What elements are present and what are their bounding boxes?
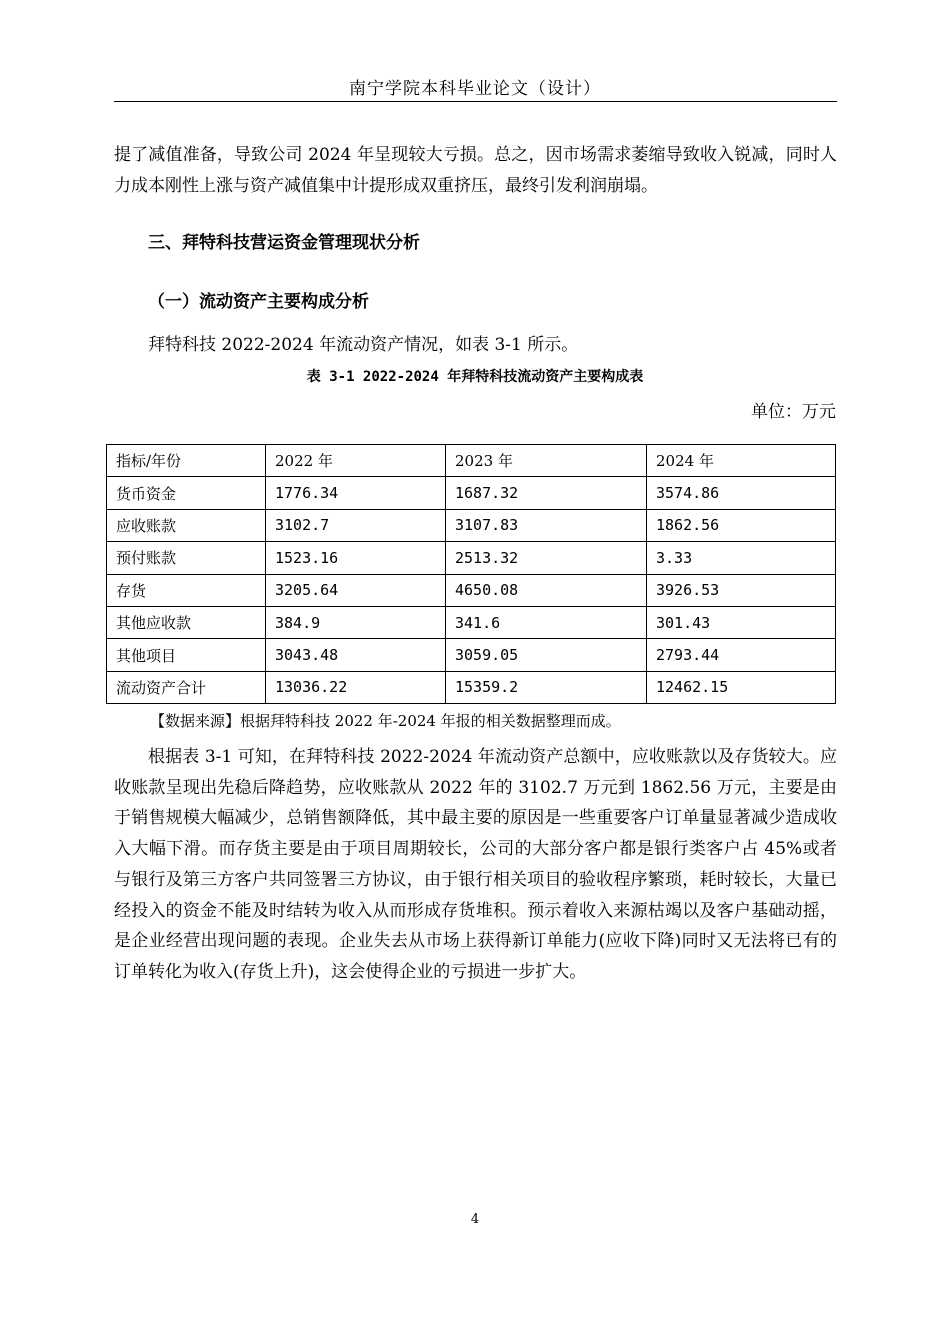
table-cell: 3205.64	[266, 574, 446, 606]
table-cell: 1862.56	[647, 509, 836, 541]
row-label: 流动资产合计	[107, 671, 266, 703]
section-heading: 三、拜特科技营运资金管理现状分析	[148, 233, 420, 253]
table-cell: 341.6	[446, 606, 647, 638]
table-cell: 4650.08	[446, 574, 647, 606]
table-cell: 301.43	[647, 606, 836, 638]
analysis-paragraph: 根据表 3-1 可知，在拜特科技 2022-2024 年流动资产总额中，应收账款以及存货较大。应收账款呈现出先稳后降趋势，应收账款从 2022 年的 3102.7 万元到 1862.56 万元，主要是由于销售规模大幅减少，总销售额降低，其中最主要的原因是一些重要客户订单量显著减少造成收入大幅下滑。而存货主要是由于项目周期较长，公司的大部分客户都是银行类客户占 45%或者与银行及第三方客户共同签署三方协议，由于银行相关项目的验收程序繁琐，耗时较长，大量已经投入的资金不能及时结转为收入从而形成存货堆积。预示着收入来源枯竭以及客户基础动摇，是企业经营出现问题的表现。企业失去从市场上获得新订单能力(应收下降)同时又无法将已有的订单转化为收入(存货上升)，这会使得企业的亏损进一步扩大。	[114, 747, 837, 982]
table-cell: 15359.2	[446, 671, 647, 703]
table-caption: 表 3-1 2022-2024 年拜特科技流动资产主要构成表	[306, 369, 644, 385]
table-cell: 1687.32	[446, 477, 647, 509]
table-row	[107, 606, 836, 638]
table-row	[107, 477, 836, 509]
paragraph-continuation: 提了减值准备，导致公司 2024 年呈现较大亏损。总之，因市场需求萎缩导致收入锐减，同时人力成本刚性上涨与资产减值集中计提形成双重挤压，最终引发利润崩塌。	[114, 145, 837, 196]
table-cell: 3043.48	[266, 639, 446, 671]
table-header-cell: 2022 年	[266, 445, 446, 477]
table-cell: 3107.83	[446, 509, 647, 541]
subsection-heading: （一）流动资产主要构成分析	[148, 292, 369, 312]
table-row	[107, 639, 836, 671]
table-cell: 12462.15	[647, 671, 836, 703]
table-unit: 单位：万元	[751, 402, 836, 422]
table-row	[107, 574, 836, 606]
table-intro-text: 拜特科技 2022-2024 年流动资产情况，如表 3-1 所示。	[148, 335, 579, 355]
table-cell: 3102.7	[266, 509, 446, 541]
page-number: 4	[470, 1212, 480, 1227]
row-label: 货币资金	[107, 477, 266, 509]
header-divider	[114, 101, 837, 102]
row-label: 其他应收款	[107, 606, 266, 638]
current-assets-table	[106, 444, 836, 704]
table-row	[107, 671, 836, 703]
row-label: 其他项目	[107, 639, 266, 671]
table-cell: 2793.44	[647, 639, 836, 671]
table-row	[107, 509, 836, 541]
table-row	[107, 542, 836, 574]
table-cell: 1776.34	[266, 477, 446, 509]
table-cell: 3.33	[647, 542, 836, 574]
table-header-cell: 2023 年	[446, 445, 647, 477]
table-header-cell: 2024 年	[647, 445, 836, 477]
table-cell: 3926.53	[647, 574, 836, 606]
table-cell: 3574.86	[647, 477, 836, 509]
row-label: 应收账款	[107, 509, 266, 541]
row-label: 存货	[107, 574, 266, 606]
page-header-title: 南宁学院本科毕业论文（设计）	[349, 79, 601, 99]
table-cell: 2513.32	[446, 542, 647, 574]
table-header-cell: 指标/年份	[107, 445, 266, 477]
table-header-row	[107, 445, 836, 477]
row-label: 预付账款	[107, 542, 266, 574]
table-source-note: 【数据来源】根据拜特科技 2022 年-2024 年报的相关数据整理而成。	[150, 712, 621, 730]
table-cell: 1523.16	[266, 542, 446, 574]
table-cell: 3059.05	[446, 639, 647, 671]
table-cell: 384.9	[266, 606, 446, 638]
table-cell: 13036.22	[266, 671, 446, 703]
